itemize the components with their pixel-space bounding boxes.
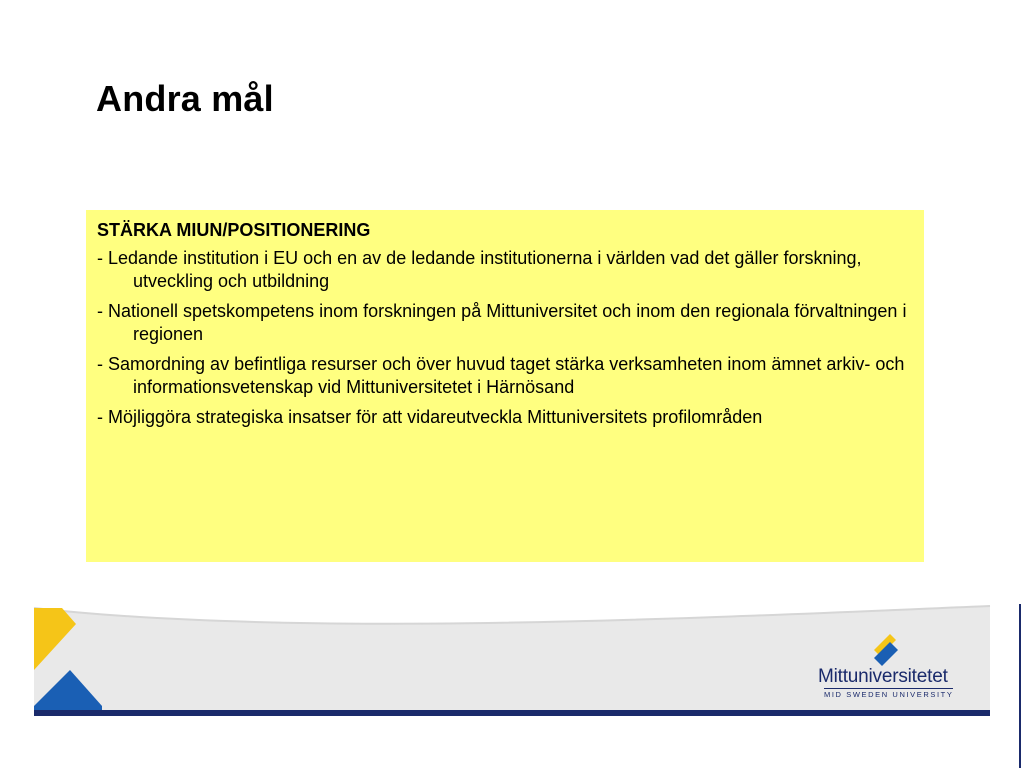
bullet-item: - Samordning av befintliga resurser och över huvud taget stärka verksamheten inom ämnet arkiv- och informationsvetenskap vid Mittuniversitetet i Härnösand <box>97 354 905 397</box>
bullet-item: - Ledande institution i EU och en av de ledande institutionerna i världen vad det gäller forskning, utveckling och utbildning <box>97 248 862 291</box>
bullet-item: - Möjliggöra strategiska insatser för att vidareutveckla Mittuniversitets profilområden <box>97 407 763 427</box>
university-logo-name: Mittuniversitetet <box>818 666 948 687</box>
box-heading: STÄRKA MIUN/POSITIONERING <box>97 220 371 240</box>
highlight-content-box <box>86 210 924 562</box>
footer-bottom-bar <box>34 710 990 716</box>
bullet-item: - Nationell spetskompetens inom forskningen på Mittuniversitet och inom den regionala förvaltningen i regionen <box>97 301 907 344</box>
university-logo-subtitle: MID SWEDEN UNIVERSITY <box>824 690 954 699</box>
bullet-list <box>97 247 912 429</box>
right-edge-line <box>1019 604 1021 768</box>
slide-title: Andra mål <box>96 78 274 119</box>
